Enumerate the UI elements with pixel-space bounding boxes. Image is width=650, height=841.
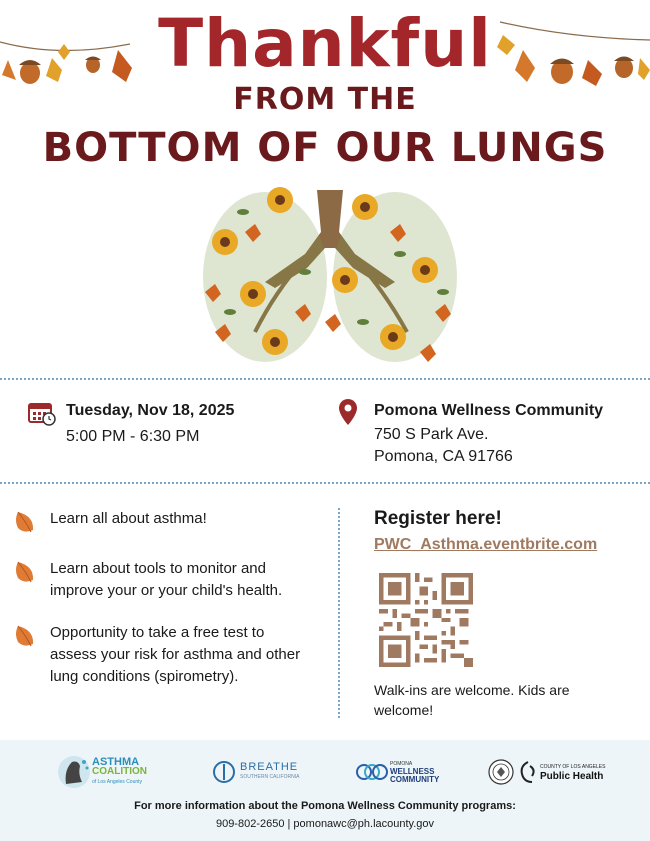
venue-name: Pomona Wellness Community — [374, 402, 604, 419]
leaf-icon — [14, 624, 36, 650]
pomona-logo-line2: WELLNESS — [390, 767, 435, 776]
calendar-icon — [28, 400, 56, 426]
list-item — [14, 622, 334, 688]
event-date: Tuesday, Nov 18, 2025 — [66, 402, 235, 419]
register-section — [374, 508, 634, 554]
divider-vertical — [338, 508, 340, 718]
bullet-2-line2: improve your or your child's health. — [50, 582, 283, 599]
logo-asthma-coalition — [56, 750, 156, 794]
logo-pomona-wellness — [356, 750, 456, 794]
pomona-logo-line1: POMONA — [390, 761, 413, 767]
bullet-3-line1: Opportunity to take a free test to — [50, 624, 265, 641]
list-item — [14, 558, 334, 602]
lac-logo-line1: COUNTY OF LOS ANGELES — [540, 764, 606, 770]
event-time: 5:00 PM - 6:30 PM — [66, 428, 200, 445]
breathe-logo-icon — [212, 760, 236, 784]
register-title: Register here! — [374, 508, 502, 529]
venue-address-line2: Pomona, CA 91766 — [374, 448, 513, 465]
leaf-icon — [14, 560, 36, 586]
asthma-logo-line2: COALITION — [92, 766, 147, 777]
logo-breathe — [212, 750, 312, 794]
divider-top — [0, 378, 650, 380]
title-bottom-of-our-lungs: BOTTOM OF OUR LUNGS — [42, 125, 608, 171]
register-link[interactable]: PWC_Asthma.eventbrite.com — [374, 536, 598, 553]
bullet-1-line1: Learn all about asthma! — [50, 510, 207, 527]
pomona-wellness-logo-icon — [356, 762, 388, 782]
info-bullets — [14, 508, 334, 710]
footer-info-title: For more information about the Pomona Wellness Community programs: — [134, 800, 516, 812]
asthma-coalition-logo-icon — [56, 752, 90, 792]
breathe-logo-line1: BREATHE — [240, 761, 299, 773]
list-item — [14, 508, 334, 536]
title-thankful: Thankful — [158, 5, 492, 82]
asthma-logo-line3: of Los Angeles County — [92, 779, 143, 785]
sunflower-lungs-illustration — [185, 172, 475, 370]
breathe-logo-line2: SOUTHERN CALIFORNIA — [240, 774, 300, 780]
pomona-logo-line3: COMMUNITY — [390, 775, 440, 784]
footer-contact[interactable]: 909-802-2650 | pomonawc@ph.lacounty.gov — [215, 818, 435, 830]
walk-in-line2: welcome! — [374, 702, 434, 718]
title-from-the: FROM THE — [233, 82, 417, 117]
walk-in-note — [374, 680, 624, 720]
public-health-logo-icon — [518, 760, 538, 784]
map-pin-icon — [338, 398, 358, 426]
bullet-3-line2: assess your risk for asthma and other — [50, 646, 301, 663]
qr-code[interactable] — [379, 573, 473, 667]
footer — [0, 740, 650, 841]
lac-logo-line2: Public Health — [540, 771, 604, 782]
bullet-2-line1: Learn about tools to monitor and — [50, 560, 266, 577]
footer-info — [0, 800, 650, 830]
county-seal-icon — [488, 759, 514, 785]
bullet-3-line3: lung conditions (spirometry). — [50, 668, 239, 685]
logo-la-county-public-health — [488, 750, 608, 794]
divider-middle — [0, 482, 650, 484]
asthma-logo-line1: ASTHMA — [92, 756, 140, 768]
venue-address-line1: 750 S Park Ave. — [374, 426, 489, 443]
leaf-icon — [14, 510, 36, 536]
walk-in-line1: Walk-ins are welcome. Kids are — [374, 682, 570, 698]
